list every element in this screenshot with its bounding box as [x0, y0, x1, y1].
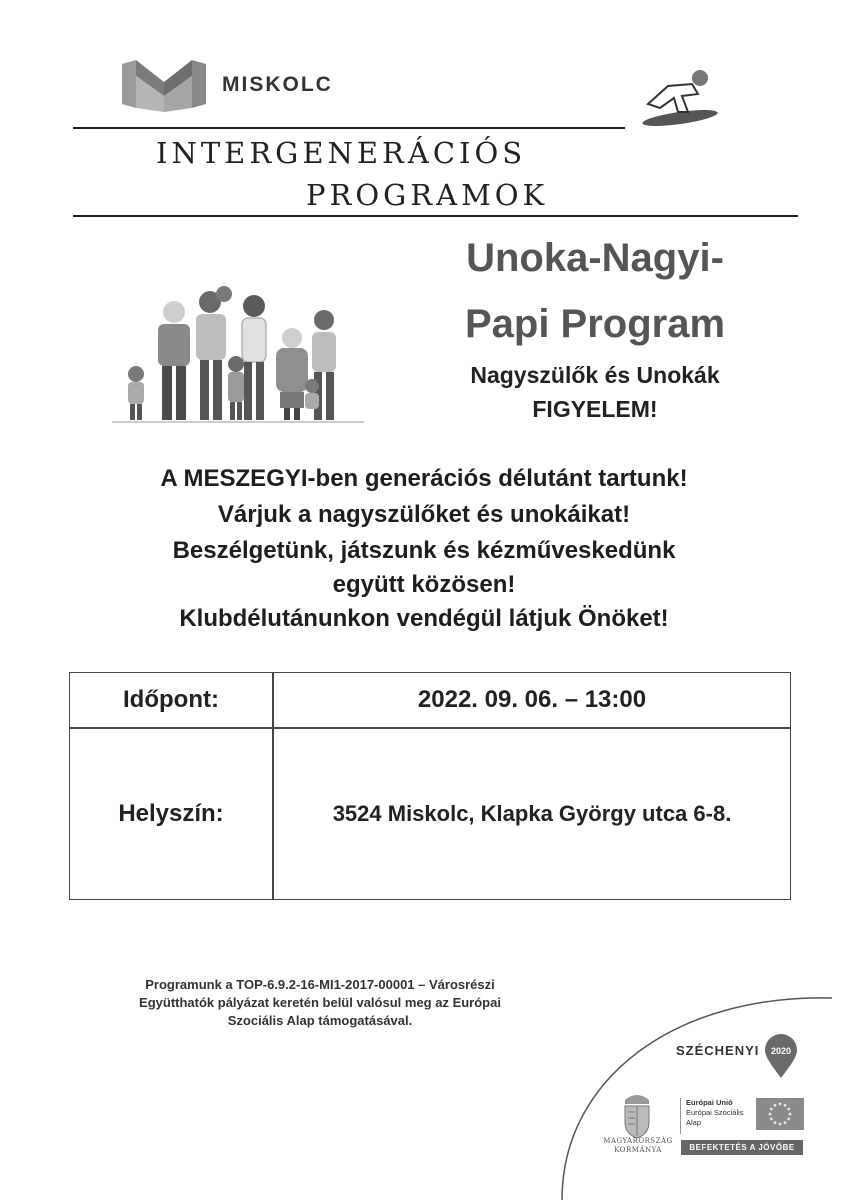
funding-statement	[90, 976, 550, 1030]
time-label: Időpont:	[123, 686, 219, 713]
szechenyi-pin-icon	[763, 1032, 799, 1080]
place-label: Helyszín:	[118, 800, 224, 827]
program-series-title: INTERGENERÁCIÓS	[156, 136, 527, 170]
funding-line-3: Szociális Alap támogatásával.	[227, 1013, 413, 1028]
miskolc-logo-icon	[122, 60, 206, 112]
skateboarder-icon	[638, 66, 722, 130]
eu-divider	[680, 1098, 681, 1134]
eu-line-3: Alap	[686, 1118, 702, 1127]
hungarian-crest-icon	[617, 1090, 657, 1140]
time-value: 2022. 09. 06. – 13:00	[417, 686, 647, 713]
logo-text: MISKOLC	[222, 73, 333, 96]
government-line-1: MAGYARORSZÁG	[603, 1137, 673, 1145]
program-title-line1: Unoka-Nagyi-	[466, 236, 724, 280]
body-line-3: Beszélgetünk, játszunk és kézműveskedünk	[172, 537, 676, 564]
body-line-5: Klubdélutánunkon vendégül látjuk Önöket!	[179, 605, 669, 632]
eu-fund-label	[686, 1098, 744, 1128]
program-subtitle-line1: Nagyszülők és Unokák	[470, 362, 720, 388]
body-line-1: A MESZEGYI-ben generációs délutánt tartunk!	[160, 465, 688, 492]
info-table	[69, 672, 791, 900]
szechenyi-arc	[556, 988, 848, 1200]
szechenyi-label: SZÉCHENYI	[676, 1043, 760, 1058]
family-illustration	[112, 276, 364, 426]
government-line-2: KORMÁNYA	[614, 1146, 662, 1154]
program-title-line2: Papi Program	[464, 302, 726, 346]
program-subtitle-line2: FIGYELEM!	[532, 396, 658, 422]
header-rule-top	[73, 127, 625, 129]
place-value: 3524 Miskolc, Klapka György utca 6-8.	[332, 801, 732, 826]
body-line-4: együtt közösen!	[332, 571, 516, 598]
szechenyi-year: 2020	[770, 1046, 792, 1056]
eu-line-2: Európai Szociális	[686, 1108, 744, 1117]
header-rule-bottom	[73, 215, 798, 217]
funding-line-1: Programunk a TOP-6.9.2-16-MI1-2017-00001 – Városrészi	[145, 977, 495, 992]
program-series-title-line2: PROGRAMOK	[306, 178, 549, 212]
body-line-2: Várjuk a nagyszülőket és unokáikat!	[217, 501, 631, 528]
eu-flag-icon	[756, 1098, 804, 1130]
eu-banner: BEFEKTETÉS A JÖVŐBE	[681, 1140, 803, 1155]
government-label	[596, 1137, 680, 1155]
funding-line-2: Együtthatók pályázat keretén belül valósul meg az Európai	[139, 995, 501, 1010]
eu-line-1: Európai Unió	[686, 1098, 733, 1107]
